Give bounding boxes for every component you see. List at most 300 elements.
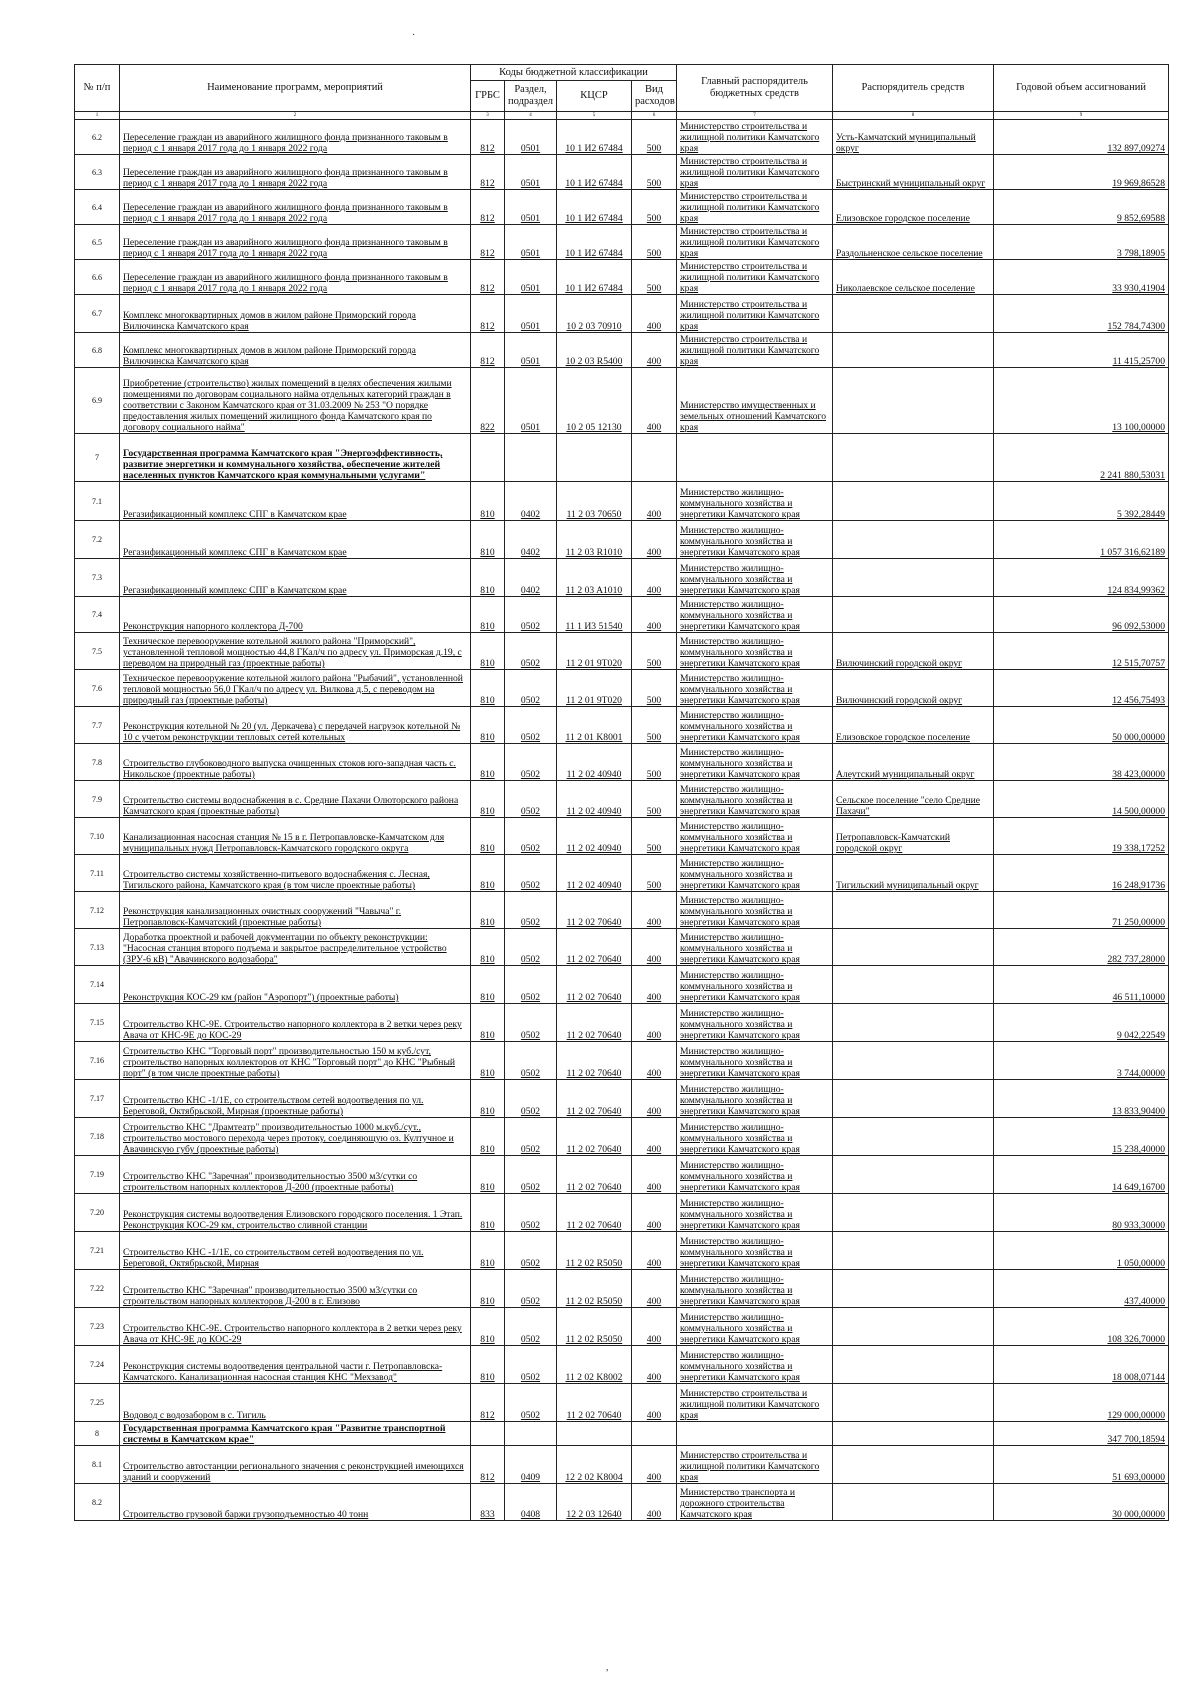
cell-manager [833,1308,994,1346]
cell-vid: 500 [632,781,677,818]
cell-vid: 400 [632,1308,677,1346]
cell-grbs: 812 [471,225,505,260]
cell-main-manager: Министерство жилищно-коммунального хозяйства и энергетики Камчатского края [677,1156,833,1194]
cell-num: 7.20 [75,1194,120,1232]
cell-vid: 400 [632,597,677,633]
cell-kcsr: 11 2 01 K8001 [557,707,632,744]
cell-main-manager: Министерство жилищно-коммунального хозяйства и энергетики Камчатского края [677,1308,833,1346]
cell-main-manager: Министерство жилищно-коммунального хозяйства и энергетики Камчатского края [677,892,833,929]
table-row [75,744,1169,781]
cell-grbs: 812 [471,1384,505,1422]
cell-main-manager: Министерство жилищно-коммунального хозяйства и энергетики Камчатского края [677,966,833,1004]
cell-volume: 33 930,41904 [994,260,1169,295]
table-row [75,818,1169,855]
cell-grbs: 810 [471,707,505,744]
cell-name: Регазификационный комплекс СПГ в Камчатском крае [120,559,471,597]
cell-kcsr: 11 2 02 70640 [557,1194,632,1232]
table-row [75,1346,1169,1384]
cell-name: Переселение граждан из аварийного жилищного фонда признанного таковым в период с 1 января 2017 года до 1 января 2022 года [120,120,471,155]
cell-kcsr: 11 2 02 R5050 [557,1232,632,1270]
cell-num: 8.1 [75,1446,120,1484]
cell-volume: 80 933,30000 [994,1194,1169,1232]
cell-vid: 400 [632,559,677,597]
cell-grbs: 810 [471,929,505,966]
cell-kcsr: 11 2 02 70640 [557,892,632,929]
cell-volume: 11 415,25700 [994,333,1169,368]
cell-volume: 12 515,70757 [994,633,1169,670]
header-volume: Годовой объем ассигнований [994,65,1169,112]
table-row [75,1118,1169,1156]
cell-volume: 12 456,75493 [994,670,1169,707]
cell-section: 0502 [505,855,557,892]
header-codes: Коды бюджетной классификации [471,65,677,81]
cell-name: Строительство КНС -1/1Е, со строительством сетей водоотведения по ул. Береговой, Октябрьской, Мирная (проектные работы) [120,1080,471,1118]
cell-kcsr: 10 2 05 12130 [557,368,632,434]
cell-kcsr: 11 2 02 40940 [557,744,632,781]
cell-num: 7.11 [75,855,120,892]
cell-grbs: 810 [471,1270,505,1308]
scan-mark-bottom: , [606,1662,609,1673]
cell-num: 6.9 [75,368,120,434]
cell-grbs: 810 [471,818,505,855]
cell-grbs [471,434,505,482]
column-number: 1 [75,112,120,120]
cell-main-manager: Министерство жилищно-коммунального хозяйства и энергетики Камчатского края [677,1270,833,1308]
cell-name: Строительство КНС-9Е. Строительство напорного коллектора в 2 ветки через реку Авача от КНС-9Е до КОС-29 [120,1004,471,1042]
cell-volume: 2 241 880,53031 [994,434,1169,482]
cell-section: 0501 [505,225,557,260]
cell-volume: 50 000,00000 [994,707,1169,744]
cell-main-manager: Министерство жилищно-коммунального хозяйства и энергетики Камчатского края [677,633,833,670]
cell-num: 8 [75,1422,120,1446]
cell-volume: 15 238,40000 [994,1118,1169,1156]
cell-section: 0501 [505,368,557,434]
cell-section: 0402 [505,521,557,559]
cell-volume: 3 798,18905 [994,225,1169,260]
cell-volume: 124 834,99362 [994,559,1169,597]
column-number: 5 [557,112,632,120]
cell-num: 7.23 [75,1308,120,1346]
cell-kcsr: 11 2 02 70640 [557,1042,632,1080]
cell-section: 0501 [505,155,557,190]
table-row [75,781,1169,818]
cell-manager [833,1156,994,1194]
cell-main-manager: Министерство строительства и жилищной политики Камчатского края [677,155,833,190]
cell-name: Реконструкция напорного коллектора Д-700 [120,597,471,633]
cell-num: 7.25 [75,1384,120,1422]
cell-vid: 400 [632,1270,677,1308]
cell-section: 0502 [505,1194,557,1232]
program-row [75,1422,1169,1446]
cell-main-manager: Министерство жилищно-коммунального хозяйства и энергетики Камчатского края [677,1346,833,1384]
table-row [75,597,1169,633]
cell-kcsr: 10 1 И2 67484 [557,225,632,260]
cell-manager [833,434,994,482]
cell-main-manager: Министерство строительства и жилищной политики Камчатского края [677,190,833,225]
cell-vid: 400 [632,1042,677,1080]
table-row [75,1308,1169,1346]
cell-num: 6.8 [75,333,120,368]
cell-section: 0502 [505,929,557,966]
cell-grbs: 822 [471,368,505,434]
cell-volume: 1 057 316,62189 [994,521,1169,559]
table-row [75,633,1169,670]
cell-name: Переселение граждан из аварийного жилищного фонда признанного таковым в период с 1 января 2017 года до 1 января 2022 года [120,190,471,225]
cell-num: 7.13 [75,929,120,966]
cell-vid: 400 [632,1484,677,1521]
program-row [75,434,1169,482]
cell-name: Водовод с водозабором в с. Тигиль [120,1384,471,1422]
table-row [75,1270,1169,1308]
cell-volume: 46 511,10000 [994,966,1169,1004]
cell-vid: 400 [632,929,677,966]
table-row [75,1446,1169,1484]
cell-vid: 400 [632,1446,677,1484]
cell-manager [833,368,994,434]
cell-manager [833,1080,994,1118]
budget-allocation-table [74,64,1169,1521]
header-section: Раздел, подраздел [505,81,557,112]
cell-section: 0502 [505,1156,557,1194]
cell-vid: 500 [632,190,677,225]
cell-grbs: 810 [471,781,505,818]
cell-name: Реконструкция системы водоотведения центральной части г. Петропавловска-Камчатского. Канализационная насосная станция КНС "Мехзавод" [120,1346,471,1384]
cell-name: Доработка проектной и рабочей документации по объекту реконструкции: "Насосная станция второго подъема и закрытое распределительное устройство (ЗРУ-6 кВ) "Авачинского водозабора" [120,929,471,966]
cell-kcsr: 11 1 И3 51540 [557,597,632,633]
cell-kcsr: 11 2 01 9T020 [557,633,632,670]
cell-num: 7.14 [75,966,120,1004]
cell-section: 0502 [505,1346,557,1384]
cell-name: Строительство КНС "Драмтеатр" производительностью 1000 м.куб./сут., строительство мостового перехода через протоку, соединяющую оз. Култучное и Авачинскую губу (проектные работы) [120,1118,471,1156]
cell-volume: 437,40000 [994,1270,1169,1308]
cell-volume: 71 250,00000 [994,892,1169,929]
cell-num: 8.2 [75,1484,120,1521]
cell-main-manager: Министерство строительства и жилищной политики Камчатского края [677,1446,833,1484]
cell-grbs: 810 [471,744,505,781]
cell-grbs: 810 [471,1004,505,1042]
cell-kcsr: 11 2 03 A1010 [557,559,632,597]
cell-main-manager: Министерство жилищно-коммунального хозяйства и энергетики Камчатского края [677,1080,833,1118]
cell-manager [833,966,994,1004]
cell-manager [833,295,994,333]
cell-main-manager: Министерство жилищно-коммунального хозяйства и энергетики Камчатского края [677,1118,833,1156]
cell-section [505,434,557,482]
cell-grbs: 810 [471,1194,505,1232]
cell-manager: Елизовское городское поселение [833,707,994,744]
cell-num: 7.17 [75,1080,120,1118]
cell-grbs: 810 [471,597,505,633]
cell-num: 7.5 [75,633,120,670]
cell-manager [833,1270,994,1308]
cell-vid: 400 [632,482,677,521]
cell-num: 7.16 [75,1042,120,1080]
cell-num: 7.9 [75,781,120,818]
cell-vid: 500 [632,225,677,260]
cell-vid: 500 [632,707,677,744]
cell-grbs: 810 [471,1232,505,1270]
cell-num: 7.3 [75,559,120,597]
cell-section [505,1422,557,1446]
cell-main-manager: Министерство строительства и жилищной политики Камчатского края [677,260,833,295]
table-row [75,120,1169,155]
cell-volume: 9 042,22549 [994,1004,1169,1042]
cell-vid: 400 [632,295,677,333]
cell-grbs: 810 [471,670,505,707]
cell-num: 7.6 [75,670,120,707]
cell-num: 7.21 [75,1232,120,1270]
cell-vid: 500 [632,633,677,670]
cell-manager [833,1194,994,1232]
column-number: 7 [677,112,833,120]
cell-volume: 18 008,07144 [994,1346,1169,1384]
cell-vid: 500 [632,670,677,707]
cell-vid [632,434,677,482]
cell-section: 0402 [505,482,557,521]
cell-volume: 16 248,91736 [994,855,1169,892]
cell-section: 0502 [505,670,557,707]
cell-vid: 400 [632,1080,677,1118]
cell-grbs: 810 [471,1080,505,1118]
table-header [75,65,1169,120]
cell-manager: Вилючинский городской округ [833,633,994,670]
table-row [75,260,1169,295]
header-name: Наименование программ, мероприятий [120,65,471,112]
cell-name: Строительство глубоководного выпуска очищенных стоков юго-западная часть с. Никольское (проектные работы) [120,744,471,781]
table-row [75,892,1169,929]
cell-grbs: 810 [471,892,505,929]
cell-grbs: 810 [471,633,505,670]
header-vid: Вид расходов [632,81,677,112]
cell-main-manager: Министерство транспорта и дорожного строительства Камчатского края [677,1484,833,1521]
cell-kcsr: 11 2 03 R1010 [557,521,632,559]
cell-manager: Раздольненское сельское поселение [833,225,994,260]
cell-volume: 51 693,00000 [994,1446,1169,1484]
cell-section: 0502 [505,1118,557,1156]
cell-volume: 3 744,00000 [994,1042,1169,1080]
cell-num: 7.10 [75,818,120,855]
cell-manager [833,1484,994,1521]
cell-grbs: 810 [471,559,505,597]
cell-manager [833,1042,994,1080]
cell-volume: 14 649,16700 [994,1156,1169,1194]
cell-name: Строительство КНС "Заречная" производительностью 3500 м3/сутки со строительством напорных коллекторов Д-200 в г. Елизово [120,1270,471,1308]
cell-section: 0502 [505,1080,557,1118]
cell-main-manager: Министерство жилищно-коммунального хозяйства и энергетики Камчатского края [677,744,833,781]
cell-section: 0402 [505,559,557,597]
cell-grbs: 812 [471,260,505,295]
cell-vid: 400 [632,333,677,368]
table-row [75,1080,1169,1118]
cell-main-manager: Министерство жилищно-коммунального хозяйства и энергетики Камчатского края [677,482,833,521]
cell-kcsr: 11 2 02 70640 [557,1004,632,1042]
cell-vid: 400 [632,1194,677,1232]
cell-volume: 5 392,28449 [994,482,1169,521]
table-row [75,368,1169,434]
cell-grbs: 812 [471,295,505,333]
cell-section: 0502 [505,1232,557,1270]
cell-kcsr: 10 2 03 70910 [557,295,632,333]
cell-name: Реконструкция системы водоотведения Елизовского городского поселения. 1 Этап. Реконструкция КОС-29 км, строительство сливной станции [120,1194,471,1232]
header-column-numbers [75,112,1169,120]
cell-volume: 129 000,00000 [994,1384,1169,1422]
cell-name: Государственная программа Камчатского края "Энергоэффективность, развитие энергетики и коммунального хозяйства, обеспечение жителей населенных пунктов Камчатского края коммунальными услугами" [120,434,471,482]
scan-dot-top: · [412,30,416,41]
cell-num: 7 [75,434,120,482]
cell-section: 0501 [505,333,557,368]
cell-name: Переселение граждан из аварийного жилищного фонда признанного таковым в период с 1 января 2017 года до 1 января 2022 года [120,225,471,260]
cell-kcsr: 11 2 03 70650 [557,482,632,521]
cell-main-manager: Министерство жилищно-коммунального хозяйства и энергетики Камчатского края [677,707,833,744]
cell-grbs: 812 [471,155,505,190]
cell-grbs: 810 [471,1042,505,1080]
cell-manager: Алеутский муниципальный округ [833,744,994,781]
cell-section: 0502 [505,1042,557,1080]
cell-name: Приобретение (строительство) жилых помещений в целях обеспечения жилыми помещениями по договорам социального найма отдельных категорий граждан в соответствии с Законом Камчатского края от 31.03.2009 № 253 "О порядке предоставления жилых помещений жилищного фонда Камчатского края по договору социального найма" [120,368,471,434]
cell-manager: Елизовское городское поселение [833,190,994,225]
cell-name: Регазификационный комплекс СПГ в Камчатском крае [120,521,471,559]
cell-kcsr: 11 2 02 70640 [557,1080,632,1118]
cell-grbs: 812 [471,190,505,225]
cell-num: 7.8 [75,744,120,781]
column-number: 9 [994,112,1169,120]
table-row [75,855,1169,892]
cell-kcsr: 11 2 02 40940 [557,781,632,818]
cell-main-manager: Министерство жилищно-коммунального хозяйства и энергетики Камчатского края [677,1004,833,1042]
cell-kcsr: 11 2 02 70640 [557,1156,632,1194]
cell-grbs: 833 [471,1484,505,1521]
cell-volume: 152 784,74300 [994,295,1169,333]
cell-main-manager: Министерство жилищно-коммунального хозяйства и энергетики Камчатского края [677,1194,833,1232]
table-row [75,1232,1169,1270]
cell-manager [833,521,994,559]
cell-section: 0502 [505,633,557,670]
cell-main-manager: Министерство строительства и жилищной политики Камчатского края [677,1384,833,1422]
cell-section: 0501 [505,190,557,225]
table-row [75,190,1169,225]
cell-num: 6.2 [75,120,120,155]
table-row [75,1384,1169,1422]
cell-kcsr: 10 1 И2 67484 [557,260,632,295]
table-row [75,225,1169,260]
cell-volume: 30 000,00000 [994,1484,1169,1521]
cell-vid: 500 [632,818,677,855]
cell-manager [833,1446,994,1484]
cell-main-manager: Министерство жилищно-коммунального хозяйства и энергетики Камчатского края [677,855,833,892]
cell-name: Комплекс многоквартирных домов в жилом районе Приморский города Вилючинска Камчатского края [120,295,471,333]
cell-num: 6.4 [75,190,120,225]
cell-name: Реконструкция котельной № 20 (ул. Деркачева) с передачей нагрузок котельной № 10 с учетом реконструкции тепловых сетей котельных [120,707,471,744]
cell-kcsr: 11 2 02 40940 [557,855,632,892]
cell-section: 0501 [505,120,557,155]
cell-grbs: 810 [471,521,505,559]
cell-main-manager: Министерство строительства и жилищной политики Камчатского края [677,120,833,155]
cell-volume: 9 852,69588 [994,190,1169,225]
cell-volume: 13 833,90400 [994,1080,1169,1118]
cell-kcsr: 11 2 02 70640 [557,1118,632,1156]
cell-main-manager: Министерство жилищно-коммунального хозяйства и энергетики Камчатского края [677,1042,833,1080]
cell-section: 0502 [505,1270,557,1308]
cell-manager [833,597,994,633]
column-number: 4 [505,112,557,120]
cell-name: Техническое перевооружение котельной жилого района "Приморский", установленной тепловой мощностью 44,8 ГКал/ч по адресу ул. Приморская д.19, с переводом на природный газ (проектные работы) [120,633,471,670]
cell-manager [833,559,994,597]
cell-main-manager: Министерство имущественных и земельных отношений Камчатского края [677,368,833,434]
cell-kcsr [557,434,632,482]
cell-name: Строительство системы хозяйственно-питьевого водоснабжения с. Лесная, Тигильского района, Камчатского края (в том числе проектные работы) [120,855,471,892]
header-kcsr: КЦСР [557,81,632,112]
cell-manager: Николаевское сельское поселение [833,260,994,295]
cell-section: 0409 [505,1446,557,1484]
cell-main-manager: Министерство жилищно-коммунального хозяйства и энергетики Камчатского края [677,670,833,707]
header-main-manager: Главный распорядитель бюджетных средств [677,65,833,112]
cell-kcsr: 10 1 И2 67484 [557,155,632,190]
cell-section: 0502 [505,707,557,744]
cell-vid: 400 [632,368,677,434]
cell-grbs: 812 [471,120,505,155]
cell-grbs: 810 [471,966,505,1004]
cell-grbs: 812 [471,1446,505,1484]
column-number: 8 [833,112,994,120]
cell-num: 7.15 [75,1004,120,1042]
cell-num: 7.2 [75,521,120,559]
table-row [75,521,1169,559]
cell-manager: Тигильский муниципальный округ [833,855,994,892]
table-row [75,929,1169,966]
cell-grbs: 810 [471,1118,505,1156]
table-row [75,1156,1169,1194]
column-number: 2 [120,112,471,120]
cell-name: Канализационная насосная станция № 15 в г. Петропавловске-Камчатском для муниципальных нужд Петропавловск-Камчатского городского округа [120,818,471,855]
cell-manager [833,1384,994,1422]
table-row [75,707,1169,744]
cell-volume: 282 737,28000 [994,929,1169,966]
cell-name: Строительство системы водоснабжения в с. Средние Пахачи Олюторского района Камчатского края (проектные работы) [120,781,471,818]
cell-section: 0502 [505,818,557,855]
cell-kcsr: 10 1 И2 67484 [557,120,632,155]
cell-vid: 500 [632,855,677,892]
cell-section: 0502 [505,1384,557,1422]
cell-vid: 500 [632,120,677,155]
table-row [75,1194,1169,1232]
cell-main-manager: Министерство жилищно-коммунального хозяйства и энергетики Камчатского края [677,559,833,597]
column-number: 6 [632,112,677,120]
table-row [75,295,1169,333]
table-row [75,1042,1169,1080]
cell-name: Реконструкция канализационных очистных сооружений "Чавыча" г. Петропавловск-Камчатский (проектные работы) [120,892,471,929]
cell-kcsr: 11 2 02 70640 [557,966,632,1004]
cell-section: 0502 [505,597,557,633]
cell-main-manager: Министерство строительства и жилищной политики Камчатского края [677,333,833,368]
cell-vid: 400 [632,892,677,929]
cell-main-manager: Министерство жилищно-коммунального хозяйства и энергетики Камчатского края [677,597,833,633]
cell-kcsr: 12 2 03 12640 [557,1484,632,1521]
budget-table-sheet [74,64,1168,1521]
cell-vid: 400 [632,1346,677,1384]
cell-manager [833,892,994,929]
cell-vid: 500 [632,260,677,295]
cell-kcsr: 11 2 02 40940 [557,818,632,855]
table-row [75,1484,1169,1521]
cell-section: 0502 [505,966,557,1004]
cell-main-manager: Министерство строительства и жилищной политики Камчатского края [677,295,833,333]
cell-volume: 13 100,00000 [994,368,1169,434]
table-row [75,482,1169,521]
cell-manager: Вилючинский городской округ [833,670,994,707]
cell-name: Переселение граждан из аварийного жилищного фонда признанного таковым в период с 1 января 2017 года до 1 января 2022 года [120,155,471,190]
cell-num: 7.4 [75,597,120,633]
cell-kcsr: 11 2 02 R5050 [557,1270,632,1308]
cell-num: 6.6 [75,260,120,295]
